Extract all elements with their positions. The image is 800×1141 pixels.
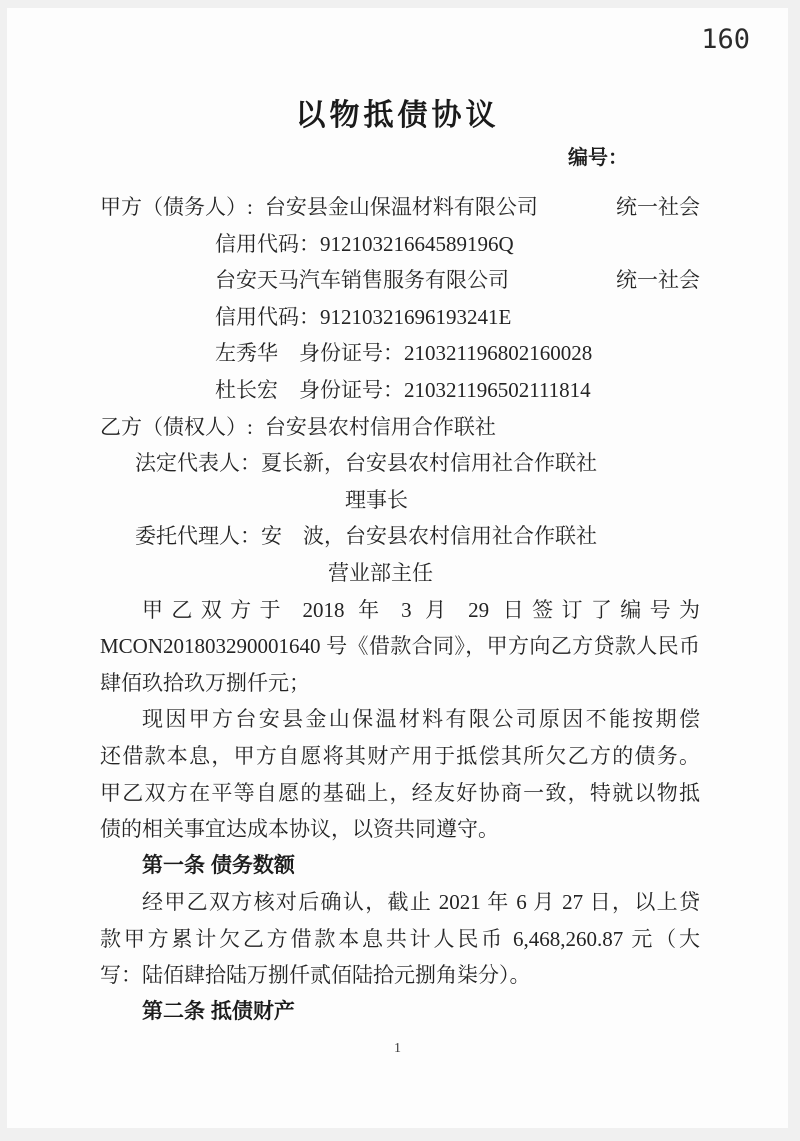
entrusted-agent-title: 营业部主任 (328, 560, 433, 585)
article-1-line-1: 经甲乙双方核对后确认，截止 2021 年 6 月 27 日，以上贷 (142, 890, 700, 915)
legal-representative-line: 法定代表人：夏长新，台安县农村信用社合作联社 (135, 451, 597, 476)
party-a-company-2: 台安天马汽车销售服务有限公司 (215, 268, 509, 293)
party-a-line (100, 189, 700, 226)
party-b-line (100, 409, 700, 446)
credit-code-line-2: 信用代码：91210321696193241E (215, 304, 512, 329)
party-a-label: 甲方（债务人）: (100, 195, 253, 219)
unified-social-caption-1: 统一社会 (616, 195, 700, 219)
credit-code-line-1: 信用代码：91210321664589196Q (215, 231, 514, 256)
footer-page-number: 1 (394, 1041, 401, 1056)
party-a-company-2-line (100, 262, 700, 299)
party-b-name: 台安县农村信用合作联社 (264, 414, 496, 439)
article-2-heading: 第二条 抵债财产 (142, 1000, 295, 1024)
paragraph-2-line-3: 甲乙双方在平等自愿的基础上，经友好协商一致，特就以物抵 (100, 780, 700, 805)
party-b-label: 乙方（债权人）: (100, 414, 253, 439)
paragraph-1-line-2: MCON201803290001640 号《借款合同》，甲方向乙方贷款人民币 (100, 634, 700, 659)
unified-social-caption-2: 统一社会 (616, 268, 700, 293)
paragraph-1-line-1: 甲乙双方于 2018 年 3 月 29 日签订了编号为 (142, 597, 700, 622)
scan-corner-page-number: 160 (701, 24, 750, 55)
legal-representative-title: 理事长 (345, 487, 408, 512)
person-2-id-line: 杜长宏 身份证号：210321196502111814 (215, 377, 591, 402)
paragraph-2-line-1: 现因甲方台安县金山保温材料有限公司原因不能按期偿 (142, 707, 700, 732)
party-a-company-1: 台安县金山保温材料有限公司 (264, 195, 538, 219)
paragraph-2-line-4: 债的相关事宜达成本协议，以资共同遵守。 (100, 817, 499, 842)
article-1-line-3: 写：陆佰肆拾陆万捌仟贰佰陆拾元捌角柒分）。 (100, 963, 531, 988)
paragraph-2-line-2: 还借款本息，甲方自愿将其财产用于抵偿其所欠乙方的债务。 (100, 743, 700, 768)
document-title: 以物抵债协议 (295, 99, 500, 132)
article-1-heading: 第一条 债务数额 (142, 853, 295, 877)
entrusted-agent-line: 委托代理人：安 波，台安县农村信用社合作联社 (135, 524, 597, 549)
person-1-id-line: 左秀华 身份证号：210321196802160028 (215, 341, 593, 366)
document-page (7, 8, 788, 1128)
paragraph-1-line-3: 肆佰玖拾玖万捌仟元； (100, 670, 310, 695)
article-1-line-2: 款甲方累计欠乙方借款本息共计人民币 6,468,260.87 元（大 (100, 926, 700, 951)
serial-number-label: 编号： (568, 147, 628, 169)
document-body (100, 189, 700, 1031)
